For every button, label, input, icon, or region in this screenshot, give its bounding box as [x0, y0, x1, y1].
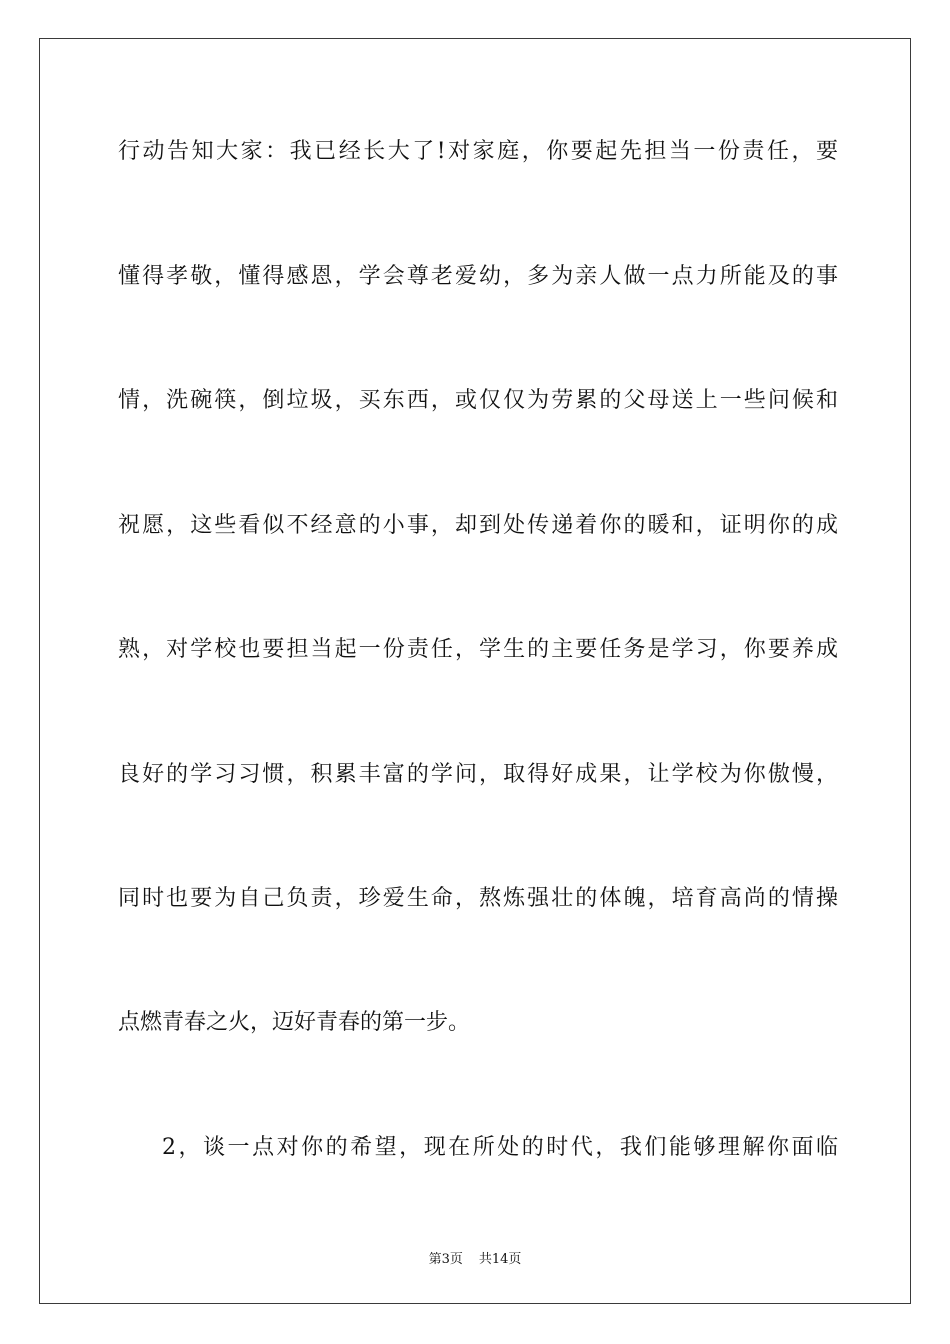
total-pages: 共14页	[478, 1252, 522, 1267]
body-text-line: 行动告知大家：我已经长大了!对家庭，你要起先担当一份责任，要	[118, 139, 838, 164]
paragraph-start-line: 2，谈一点对你的希望，现在所处的时代，我们能够理解你面临	[162, 1135, 838, 1160]
page-border	[39, 38, 911, 1304]
body-text-line: 点燃青春之火，迈好青春的第一步。	[118, 1010, 471, 1035]
body-text-line: 熟，对学校也要担当起一份责任，学生的主要任务是学习，你要养成	[118, 637, 838, 662]
page-number: 第3页	[428, 1252, 463, 1267]
body-text-line: 同时也要为自己负责，珍爱生命，熬炼强壮的体魄，培育高尚的情操	[118, 886, 838, 911]
body-text-line: 懂得孝敬，懂得感恩，学会尊老爱幼，多为亲人做一点力所能及的事	[118, 264, 838, 289]
body-text-line: 祝愿，这些看似不经意的小事，却到处传递着你的暖和，证明你的成	[118, 513, 838, 538]
page-footer	[0, 1248, 950, 1267]
body-text-line: 良好的学习习惯，积累丰富的学问，取得好成果，让学校为你傲慢，	[118, 762, 838, 787]
body-text-line: 情，洗碗筷，倒垃圾，买东西，或仅仅为劳累的父母送上一些问候和	[118, 388, 838, 413]
